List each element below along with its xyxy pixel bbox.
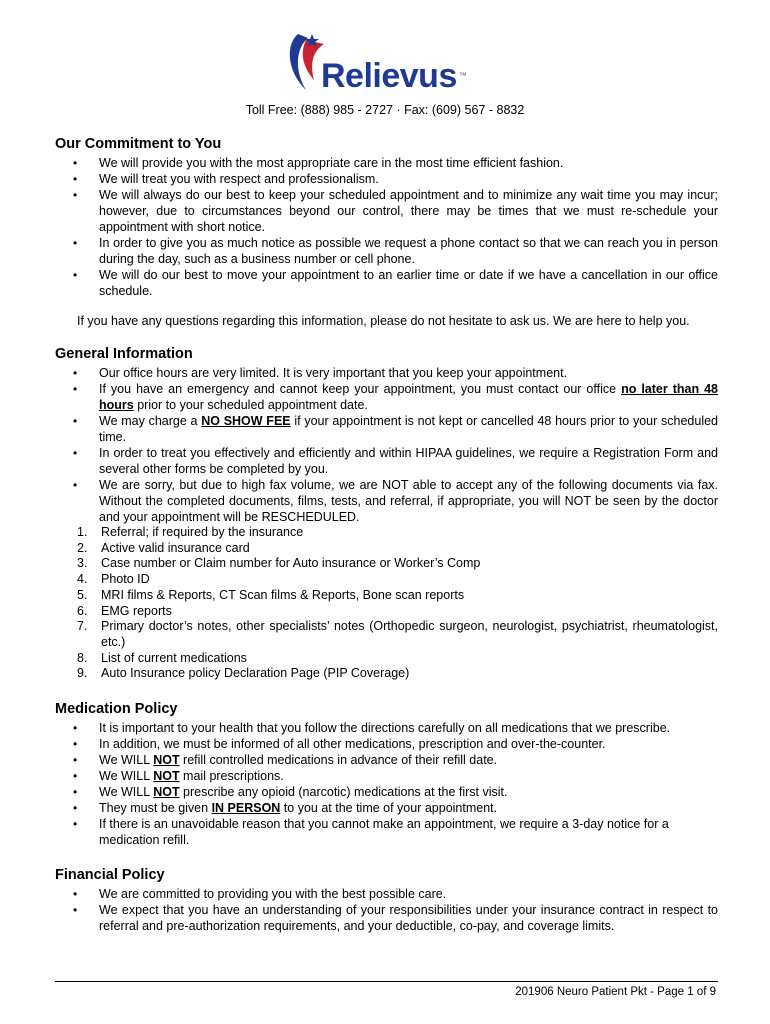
list-item: • We will treat you with respect and professionalism. [99, 171, 718, 187]
document-item [77, 619, 718, 650]
financial-list [55, 886, 718, 934]
document-number: 1. [77, 525, 88, 539]
document-item [77, 556, 718, 572]
list-item: • It is important to your health that you follow the directions carefully on all medications that we prescribe. [99, 720, 718, 736]
general-list [55, 365, 718, 525]
document-number: 7. [77, 619, 88, 634]
document-item [77, 525, 718, 541]
document-text: Active valid insurance card [101, 540, 250, 555]
document-number: 5. [77, 587, 88, 602]
document-text: List of current medications [101, 650, 247, 665]
list-item [99, 752, 718, 768]
text-fragment: We WILL [99, 753, 154, 768]
list-item [99, 768, 718, 784]
text-fragment: We WILL [99, 785, 154, 800]
list-item [99, 784, 718, 800]
document-item [77, 572, 718, 588]
document-text: Auto Insurance policy Declaration Page (PIP Coverage) [101, 666, 410, 681]
footer-page-label: 201906 Neuro Patient Pkt - Page 1 of 9 [515, 986, 716, 998]
document-item [77, 650, 718, 667]
document-item [77, 666, 718, 682]
text-fragment: to you at the time of your appointment. [280, 801, 498, 816]
document-text: MRI films & Reports, CT Scan films & Reports, Bone scan reports [101, 587, 465, 602]
list-item: • We are sorry, but due to high fax volume, we are NOT able to accept any of the following documents via fax. Without the completed documents, films, tests, and referral, if appropriate, you will NOT be seen by the doctor and your appointment will be RESCHEDULED. [99, 477, 718, 525]
list-item: • We will provide you with the most appropriate care in the most time efficient fashion. [99, 155, 718, 171]
commitment-list [55, 155, 718, 299]
commitment-note: If you have any questions regarding this information, please do not hesitate to ask us. We are here to help you. [77, 314, 690, 328]
document-number: 3. [77, 556, 88, 571]
document-text: EMG reports [101, 603, 172, 618]
text-fragment: refill controlled medications in advance of their refill date. [179, 753, 498, 768]
page-content [55, 135, 718, 934]
emphasis-not: NOT [153, 753, 180, 768]
text-fragment: We WILL [99, 769, 154, 784]
text-fragment: We may charge a [99, 414, 202, 428]
document-number: 8. [77, 650, 88, 665]
list-item: • In order to give you as much notice as possible we request a phone contact so that we can reach you in person during the day, such as a business number or cell phone. [99, 235, 718, 267]
document-text: Referral; if required by the insurance [101, 525, 304, 539]
emphasis-in-person: IN PERSON [211, 801, 281, 816]
text-fragment: prescribe any opioid (narcotic) medications at the first visit. [179, 785, 508, 800]
section-title-general: General Information [55, 346, 193, 362]
emphasis-not: NOT [153, 785, 180, 800]
logo-wordmark: Relievus ™ [321, 57, 467, 95]
list-item: • If there is an unavoidable reason that you cannot make an appointment, we require a 3-day notice for a medication refill. [99, 816, 718, 848]
list-item: • Our office hours are very limited. It is very important that you keep your appointment. [99, 365, 718, 381]
document-item [77, 603, 718, 620]
document-number: 4. [77, 572, 88, 587]
section-title-medication: Medication Policy [55, 701, 178, 718]
emphasis-deadline: no later than 48 hours [99, 382, 718, 412]
text-fragment: mail prescriptions. [179, 769, 284, 784]
text-fragment: prior to your scheduled appointment date. [133, 398, 368, 412]
list-item: • In order to treat you effectively and efficiently and within HIPAA guidelines, we require a Registration Form and several other forms be completed by you. [99, 445, 718, 477]
document-item [77, 540, 718, 557]
medication-list [55, 720, 718, 848]
list-item: • We will always do our best to keep your scheduled appointment and to minimize any wait time you may incur; however, due to circumstances beyond our control, there may be times that we must re-schedule your appointment with short notice. [99, 187, 718, 235]
text-fragment: They must be given [99, 801, 212, 816]
list-item: • We will do our best to move your appointment to an earlier time or date if we have a cancellation in our office schedule. [99, 267, 718, 299]
contact-line: Toll Free: (888) 985 - 2727 · Fax: (609) 567 - 8832 [245, 103, 525, 117]
section-title-commitment: Our Commitment to You [55, 136, 222, 152]
text-fragment: If you have an emergency and cannot keep your appointment, you must contact our office [99, 382, 622, 396]
list-item: • We are committed to providing you with the best possible care. [99, 886, 718, 902]
list-item [99, 800, 718, 816]
footer-divider [55, 981, 718, 982]
document-text: Case number or Claim number for Auto insurance or Worker’s Comp [101, 556, 481, 571]
list-item: • In addition, we must be informed of all other medications, prescription and over-the-counter. [99, 736, 718, 752]
required-documents-list [55, 525, 718, 682]
document-text: Photo ID [101, 572, 150, 587]
document-number: 6. [77, 603, 88, 618]
document-item [77, 587, 718, 604]
document-number: 9. [77, 666, 88, 681]
section-title-financial: Financial Policy [55, 867, 165, 884]
list-item: • We expect that you have an understanding of your responsibilities under your insurance contract in respect to referral and pre-authorization requirements, and your deductible, co-pay, and coverage limits. [99, 902, 718, 934]
emphasis-no-show-fee: NO SHOW FEE [201, 414, 291, 428]
document-number: 2. [77, 540, 88, 555]
list-item [99, 413, 718, 445]
text-fragment: if your appointment is not kept or cancelled 48 hours prior to your scheduled time. [99, 414, 718, 444]
emphasis-not: NOT [153, 769, 180, 784]
document-text: Primary doctor’s notes, other specialists’ notes (Orthopedic surgeon, neurologist, psychiatrist, rheumatologist, etc.) [101, 619, 718, 649]
list-item [99, 381, 718, 413]
